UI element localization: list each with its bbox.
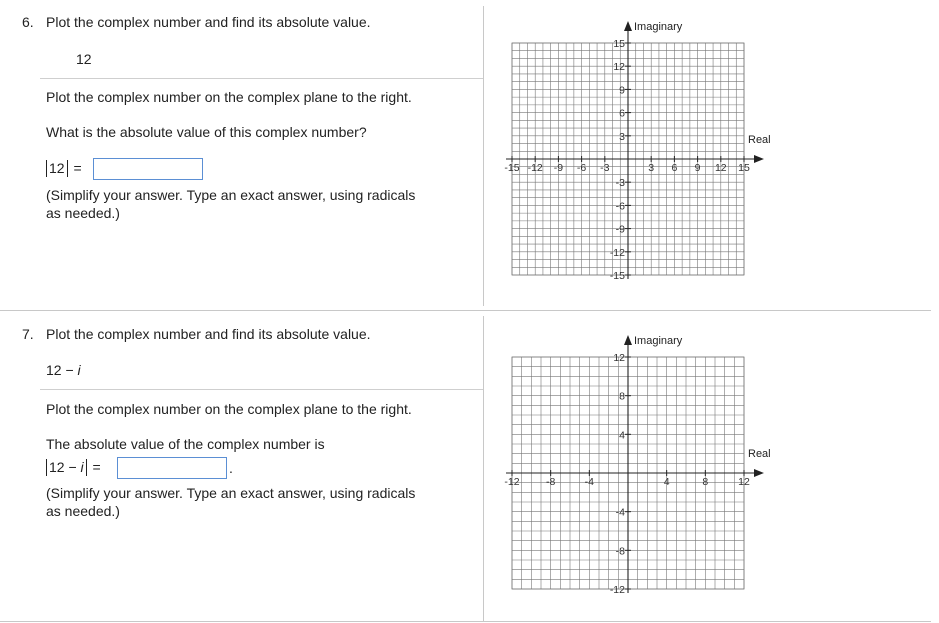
x-tick-label: -9 — [553, 162, 564, 174]
imaginary-axis-arrow — [624, 21, 632, 31]
x-tick-label: 15 — [738, 162, 750, 174]
complex-plane-graph[interactable] — [500, 328, 771, 613]
abs-bar-left — [46, 459, 47, 476]
y-tick-label: -8 — [615, 545, 625, 558]
question-prompt: Plot the complex number and find its absolute value. — [46, 326, 371, 342]
section-separator — [40, 78, 483, 79]
imaginary-axis-label: Imaginary — [634, 335, 683, 347]
question-prompt: Plot the complex number and find its absolute value. — [46, 14, 371, 30]
x-tick-label: -6 — [576, 162, 587, 174]
complex-plane-svg[interactable] — [500, 328, 771, 613]
complex-number — [46, 362, 81, 378]
y-tick-label: 9 — [619, 84, 625, 97]
equals-sign: = — [92, 459, 101, 475]
imaginary-axis-arrow — [624, 335, 632, 345]
complex-number: 12 — [76, 51, 92, 67]
plot-instruction: Plot the complex number on the complex plane to the right. — [46, 401, 412, 417]
y-tick-label: -12 — [609, 584, 625, 596]
x-tick-label: -12 — [527, 162, 543, 174]
x-tick-label: 3 — [648, 162, 655, 174]
real-axis-arrow — [754, 469, 764, 477]
hint-text-line1: (Simplify your answer. Type an exact answer, using radicals — [46, 187, 416, 203]
y-tick-label: -6 — [615, 200, 625, 213]
y-tick-label: 4 — [619, 429, 625, 442]
x-tick-label: 4 — [663, 476, 670, 488]
abs-question: What is the absolute value of this complex number? — [46, 124, 367, 140]
hint-text-line1: (Simplify your answer. Type an exact answer, using radicals — [46, 485, 416, 501]
abs-bar-right — [86, 459, 87, 476]
abs-expression-real: 12 − — [49, 459, 77, 475]
section-separator — [40, 389, 483, 390]
vertical-divider-q7 — [483, 316, 484, 621]
hint-text-line2: as needed.) — [46, 503, 120, 519]
x-tick-label: -12 — [504, 476, 520, 488]
abs-expression-value: 12 — [49, 160, 65, 176]
x-tick-label: -4 — [584, 476, 595, 488]
answer-input[interactable] — [117, 457, 227, 479]
abs-expression — [44, 459, 101, 476]
y-tick-label: 3 — [619, 130, 625, 143]
abs-statement: The absolute value of the complex number is — [46, 436, 325, 452]
y-tick-label: -3 — [615, 177, 625, 190]
x-tick-label: -3 — [600, 162, 610, 174]
complex-plane-svg[interactable] — [500, 14, 771, 299]
y-tick-label: -15 — [609, 270, 625, 282]
x-tick-label: 9 — [694, 162, 701, 174]
horizontal-divider-middle — [0, 310, 931, 311]
abs-bar-right — [67, 160, 68, 177]
y-tick-label: -12 — [609, 246, 625, 259]
hint-text-line2: as needed.) — [46, 205, 120, 221]
question-number: 6. — [22, 14, 34, 30]
y-tick-label: 12 — [613, 352, 625, 364]
equals-sign: = — [73, 160, 82, 176]
real-axis-label: Real — [748, 134, 771, 146]
x-tick-label: 12 — [714, 162, 727, 174]
abs-bar-left — [46, 160, 47, 177]
complex-number-real: 12 − — [46, 362, 74, 378]
plot-instruction: Plot the complex number on the complex plane to the right. — [46, 89, 412, 105]
real-axis-arrow — [754, 155, 764, 163]
vertical-divider-q6 — [483, 6, 484, 306]
imaginary-unit: i — [80, 459, 84, 475]
imaginary-axis-label: Imaginary — [634, 21, 683, 33]
real-axis-label: Real — [748, 448, 771, 460]
y-tick-label: 12 — [613, 61, 625, 74]
question-number: 7. — [22, 326, 34, 342]
abs-expression — [44, 160, 82, 177]
y-tick-label: -4 — [615, 506, 625, 519]
y-tick-label: 6 — [619, 107, 625, 120]
period: . — [229, 460, 233, 476]
x-tick-label: -15 — [504, 162, 520, 174]
answer-input[interactable] — [93, 158, 203, 180]
complex-plane-graph[interactable] — [500, 14, 771, 299]
x-tick-label: 8 — [702, 476, 709, 488]
horizontal-divider-bottom — [0, 621, 931, 622]
y-tick-label: 15 — [613, 38, 625, 50]
y-tick-label: -9 — [615, 223, 625, 236]
imaginary-unit: i — [77, 362, 81, 378]
x-tick-label: 6 — [671, 162, 678, 174]
x-tick-label: 12 — [738, 476, 750, 488]
x-tick-label: -8 — [545, 476, 556, 488]
y-tick-label: 8 — [619, 390, 625, 403]
